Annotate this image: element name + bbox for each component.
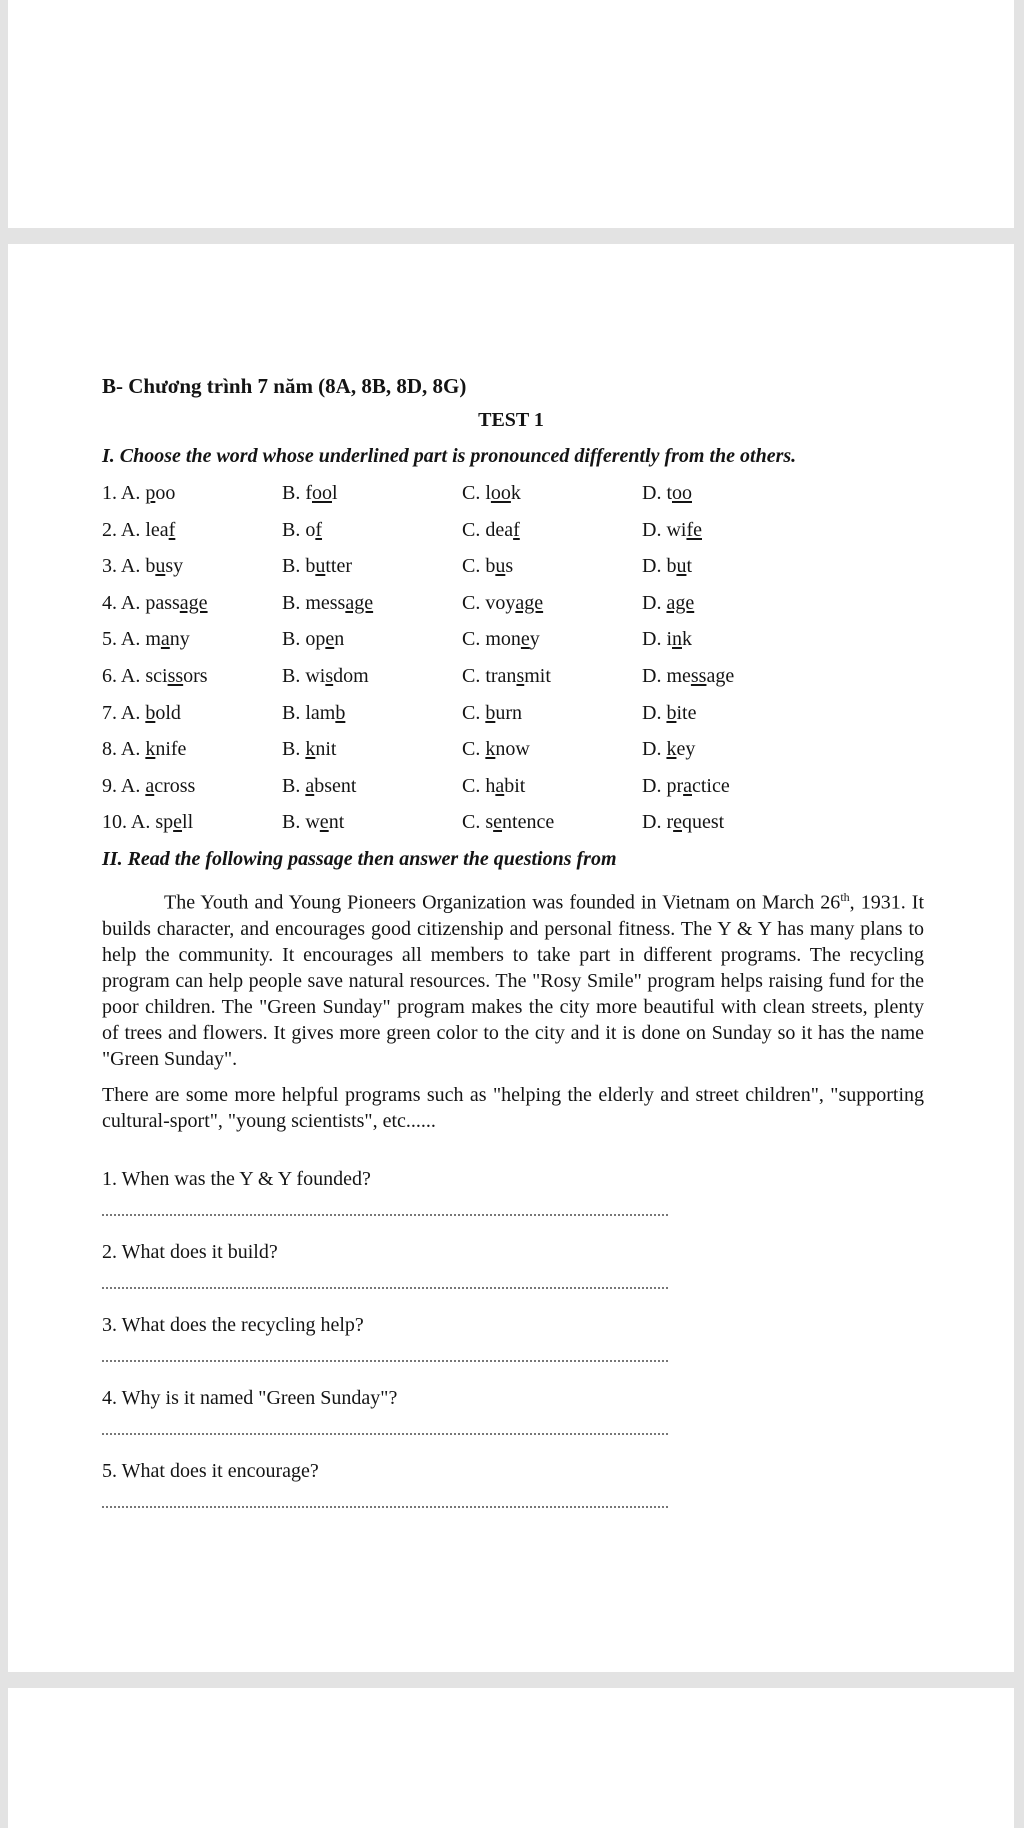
underlined-sound: b <box>666 701 677 724</box>
option-text: dom <box>333 665 369 687</box>
open-question: 5. What does it encourage? <box>102 1460 319 1482</box>
option-b <box>282 775 356 798</box>
option-text: k <box>682 628 692 651</box>
part2-instruction: II. Read the following passage then answer the questions from <box>102 848 617 870</box>
option-a <box>102 482 175 505</box>
option-text: sy <box>165 555 184 578</box>
underlined-sound: oo <box>672 482 692 504</box>
underlined-sound: a <box>683 774 692 797</box>
underlined-sound: a <box>495 774 505 797</box>
underlined-sound: e <box>325 628 335 651</box>
answer-line[interactable] <box>102 1433 668 1435</box>
option-text: 2. A. lea <box>102 518 169 541</box>
underlined-sound: k <box>305 738 316 761</box>
passage-text-b: , 1931. It builds character, and encourages good citizenship and personal fitness. The Y & Y has many plans to help the community. It encourages all members to take part in different programs. The recycling program can help people save natural resources. The "Rosy Smile" program helps raising fund for the poor children. The "Green Sunday" program makes the city more beautiful with clean streets, plenty of trees and flowers. It gives more green color to the city and it is done on Sunday so it has the name "Green Sunday". <box>102 891 925 1070</box>
previous-page <box>8 0 1014 228</box>
question-row <box>102 775 962 809</box>
option-text: 8. A. <box>102 738 146 761</box>
question-row <box>102 665 962 699</box>
option-b <box>282 592 373 615</box>
option-text: k <box>510 482 521 504</box>
question-row <box>102 811 962 845</box>
underlined-sound: oo <box>312 482 332 504</box>
underlined-sound: k <box>666 738 677 761</box>
question-row <box>102 702 962 736</box>
option-c <box>462 592 543 615</box>
option-d <box>642 555 692 578</box>
answer-line[interactable] <box>102 1214 668 1216</box>
passage-paragraph-2: There are some more helpful programs such as "helping the elderly and street children", "supporting cultural-sport", "young scientists", etc...... <box>102 1083 924 1132</box>
option-text: bit <box>504 774 526 797</box>
option-text: B. w <box>282 811 320 834</box>
option-text: ny <box>169 628 190 651</box>
option-text: old <box>155 701 181 724</box>
test-title: TEST 1 <box>478 409 544 431</box>
underlined-sound: b <box>145 701 156 724</box>
question-row <box>102 555 962 589</box>
option-c <box>462 811 554 834</box>
option-text: ntence <box>502 811 555 834</box>
option-c <box>462 738 530 761</box>
underlined-sound: f <box>513 518 520 541</box>
option-text: C. s <box>462 811 494 834</box>
option-text: s <box>505 555 514 578</box>
option-text: y <box>529 628 540 651</box>
option-a <box>102 628 190 651</box>
option-c <box>462 519 520 542</box>
answer-line[interactable] <box>102 1287 668 1289</box>
underlined-sound: n <box>672 628 682 651</box>
option-text: D. i <box>642 628 672 651</box>
option-text: nt <box>328 811 345 834</box>
question-row <box>102 592 962 626</box>
option-a <box>102 738 186 761</box>
option-text: D. pr <box>642 774 684 797</box>
option-a <box>102 555 183 578</box>
underlined-sound: k <box>485 738 496 761</box>
option-text: D. wi <box>642 518 687 541</box>
underlined-sound: u <box>315 555 326 578</box>
worksheet-page <box>8 244 1014 1672</box>
passage-ordinal-suffix: th <box>840 890 850 904</box>
option-text: C. mon <box>462 628 521 651</box>
passage-text-a: The Youth and Young Pioneers Organization was founded in Vietnam on March 26 <box>164 891 841 914</box>
option-text: B. <box>282 774 306 797</box>
underlined-sound: e <box>520 628 530 651</box>
option-d <box>642 592 694 615</box>
option-text: D. <box>642 738 667 761</box>
option-c <box>462 775 525 798</box>
option-text: C. voy <box>462 591 516 614</box>
underlined-sound: s <box>325 665 334 687</box>
option-b <box>282 482 338 505</box>
underlined-sound: age <box>179 591 208 614</box>
question-row <box>102 482 962 516</box>
underlined-sound: a <box>160 628 170 651</box>
reading-passage <box>102 884 924 1134</box>
option-text: C. <box>462 738 486 761</box>
underlined-sound: p <box>145 482 156 504</box>
option-text: 6. A. sci <box>102 665 168 687</box>
option-text: B. <box>282 738 306 761</box>
option-text: 10. A. sp <box>102 811 174 834</box>
underlined-sound: e <box>173 811 183 834</box>
option-c <box>462 482 521 505</box>
option-text: 4. A. pass <box>102 591 180 614</box>
option-text: C. dea <box>462 518 514 541</box>
option-text: 5. A. m <box>102 628 161 651</box>
option-text: C. <box>462 701 486 724</box>
option-text: B. lam <box>282 701 336 724</box>
option-text: nife <box>155 738 187 761</box>
option-text: ite <box>676 701 697 724</box>
option-b <box>282 519 322 542</box>
option-text: 9. A. <box>102 774 146 797</box>
underlined-sound: u <box>676 555 687 578</box>
option-a <box>102 775 195 798</box>
option-text: n <box>334 628 345 651</box>
option-d <box>642 738 695 761</box>
underlined-sound: fe <box>686 518 702 541</box>
open-question: 3. What does the recycling help? <box>102 1314 364 1336</box>
option-text: l <box>332 482 338 504</box>
open-question: 1. When was the Y & Y founded? <box>102 1168 371 1190</box>
option-text: cross <box>154 774 196 797</box>
open-question: 2. What does it build? <box>102 1241 278 1263</box>
option-d <box>642 775 730 798</box>
option-text: oo <box>155 482 176 504</box>
underlined-sound: oo <box>490 482 511 504</box>
option-text: B. f <box>282 482 312 504</box>
option-text: C. b <box>462 555 496 578</box>
option-text: B. wi <box>282 665 326 687</box>
answer-line[interactable] <box>102 1506 668 1508</box>
underlined-sound: age <box>666 591 695 614</box>
question-row <box>102 519 962 553</box>
option-b <box>282 702 345 725</box>
option-text: ll <box>182 811 194 834</box>
option-c <box>462 555 513 578</box>
underlined-sound: u <box>495 555 506 578</box>
answer-line[interactable] <box>102 1360 668 1362</box>
option-text: tter <box>325 555 352 578</box>
option-a <box>102 665 208 688</box>
option-a <box>102 592 208 615</box>
passage-paragraph-1 <box>102 884 924 1072</box>
option-text: t <box>686 555 693 578</box>
option-text: D. r <box>642 811 674 834</box>
underlined-sound: a <box>145 774 155 797</box>
option-a <box>102 519 175 542</box>
option-text: D. t <box>642 482 672 504</box>
option-text: nit <box>315 738 337 761</box>
option-text: 1. A. <box>102 482 146 504</box>
option-text: ey <box>676 738 696 761</box>
option-b <box>282 628 344 651</box>
option-d <box>642 702 696 725</box>
section-title: B- Chương trình 7 năm (8A, 8B, 8D, 8G) <box>102 374 467 398</box>
option-text: 7. A. <box>102 701 146 724</box>
option-text: quest <box>682 811 725 834</box>
option-b <box>282 811 344 834</box>
option-d <box>642 665 734 688</box>
underlined-sound: age <box>515 591 544 614</box>
option-b <box>282 665 369 688</box>
option-text: D. <box>642 701 667 724</box>
option-text: 3. A. b <box>102 555 156 578</box>
option-d <box>642 519 702 542</box>
option-text: ctice <box>692 774 730 797</box>
underlined-sound: e <box>319 811 329 834</box>
option-text: B. b <box>282 555 316 578</box>
underlined-sound: age <box>345 591 374 614</box>
next-page <box>8 1688 1014 1828</box>
underlined-sound: f <box>315 518 323 541</box>
option-text: now <box>495 738 530 761</box>
underlined-sound: ss <box>167 665 184 687</box>
underlined-sound: e <box>493 811 503 834</box>
option-b <box>282 555 352 578</box>
option-d <box>642 482 692 505</box>
option-text: mit <box>524 665 551 687</box>
option-a <box>102 702 181 725</box>
underlined-sound: a <box>305 774 315 797</box>
option-d <box>642 811 724 834</box>
underlined-sound: f <box>168 518 176 541</box>
option-a <box>102 811 193 834</box>
underlined-sound: s <box>516 665 525 687</box>
option-text: B. o <box>282 518 316 541</box>
option-d <box>642 628 692 651</box>
part1-instruction: I. Choose the word whose underlined part is pronounced differently from the others. <box>102 445 797 467</box>
underlined-sound: b <box>485 701 496 724</box>
option-text: B. mess <box>282 591 346 614</box>
option-text: D. me <box>642 665 691 687</box>
option-text: bsent <box>314 774 357 797</box>
question-row <box>102 738 962 772</box>
option-c <box>462 702 522 725</box>
underlined-sound: ss <box>690 665 707 687</box>
option-text: urn <box>495 701 523 724</box>
option-text: C. tran <box>462 665 517 687</box>
option-c <box>462 665 551 688</box>
question-row <box>102 628 962 662</box>
option-text: C. h <box>462 774 496 797</box>
option-text: age <box>706 665 735 687</box>
option-c <box>462 628 540 651</box>
underlined-sound: b <box>335 701 346 724</box>
option-text: D. b <box>642 555 677 578</box>
option-text: B. op <box>282 628 326 651</box>
option-b <box>282 738 336 761</box>
option-text: C. l <box>462 482 491 504</box>
underlined-sound: e <box>673 811 682 834</box>
underlined-sound: k <box>145 738 156 761</box>
open-question: 4. Why is it named "Green Sunday"? <box>102 1387 398 1409</box>
underlined-sound: u <box>155 555 166 578</box>
option-text: ors <box>183 665 208 687</box>
option-text: D. <box>642 591 667 614</box>
